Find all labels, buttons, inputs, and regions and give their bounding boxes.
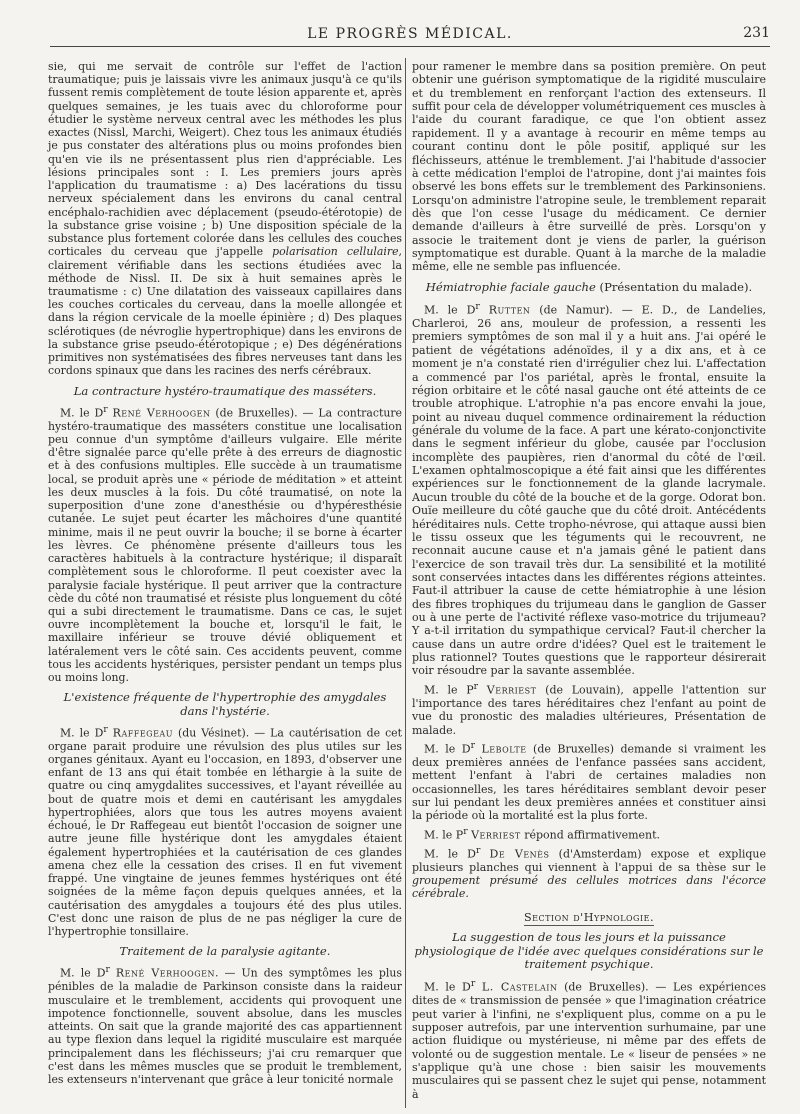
text: M. le D (424, 847, 476, 861)
paragraph (412, 825, 766, 842)
section-subtitle: La suggestion de tous les jours et la puissance physiologique de l'idée avec quelques considérations sur le traitement psychique. (414, 930, 764, 971)
section-subtitle: La contracture hystéro-traumatique des masséters. (73, 383, 377, 398)
page-number: 231 (743, 25, 770, 41)
text: M. le P (424, 828, 464, 842)
section-heading-text: Section d'Hypnologie. (523, 910, 655, 924)
section-heading (412, 911, 766, 924)
column-divider (405, 58, 406, 1108)
text: . — Un des symptômes les plus pénibles de la maladie de Parkinson consiste dans la raideur musculaire et le tremblement, accidents qui provoquent une impotence fonctionnelle, souvent absolue, dans les muscles atteints. On sait que la grande majorité des cas appartiennent au type flexion dans lequel la rigidité musculaire est marquée principalement dans les fléchisseurs; j'ai cru remarquer que c'est dans les mêmes muscles que se produit le tremblement, les extenseurs n'intervenant que grâce à leur tonicité normale (48, 967, 402, 1086)
text: M. le D (424, 303, 476, 317)
author-name: L. Castelain (481, 980, 558, 994)
section-subtitle: L'existence fréquente de l'hypertrophie des amygdales dans l'hystérie. (63, 690, 387, 718)
italic-term: groupement présumé des cellules motrices dans l'écorce cérébrale. (412, 874, 766, 901)
paragraph (48, 964, 402, 1086)
superscript: r (103, 404, 108, 415)
section-subtitle (412, 281, 766, 294)
author-name: Lebolte (481, 742, 527, 756)
text: M. le D (60, 967, 106, 981)
author-name: Verriest (486, 683, 537, 697)
paragraph (412, 300, 766, 678)
text: répond affirmativement. (520, 828, 661, 842)
author-name: René Verhoogen (115, 967, 215, 981)
superscript: r (105, 965, 110, 976)
text: , clairement vérifiable dans les sections étudiées avec la méthode de Nissl. II. De six à huit semaines après le traumatisme : c) Une dilatation des vaisseaux capillaires dans les couches corticales du cerveau, dans la moelle allongée et dans la région cervicale de la moelle épinière ; d) Des plaques sclérotiques (de névroglie hypertrophique) dans les environs de la substance grise pseudo-étérotopique ; e) Des dégénérations primitives non systématisées des fibres nerveuses tant dans les cordons spinaux que dans les racines des nerfs cérébraux. (48, 245, 402, 378)
text: (de Bruxelles). — La contracture hystéro-traumatique des masséters constitue une localisation peu connue d'un symptôme d'ailleurs vulgaire. Elle mérite d'être signalée parce qu'elle prête à des erreurs de diagnostic et à des confusions multiples. Elle succède à un traumatisme local, se produit après une « période de méditation » et atteint les deux muscles à la fois. Du côté traumatisé, on note la superposition d'une zone d'anesthésie ou d'hypéresthésie cutanée. Le sujet peut écarter les mâchoires d'une quantité minime, mais il ne peut ouvrir la bouche; il se borne à écarter les lèvres. Ce phénomène présente d'ailleurs tous les caractères habituels à la contracture hystérique; il disparaît complètement sous le chloroforme. Il peut coexister avec la paralysie faciale hystérique. Il peut arriver que la contracture cède du côté non traumatisé et résiste plus longuement du côté qui a subi directement le traumatisme. Dans ce cas, le sujet ouvre incomplètement la bouche et, lorsqu'il le fait, le maxillaire inférieur se trouve dévié obliquement et latéralement vers le côté sain. Ces accidents peuvent, comme tous les accidents hystériques, persister pendant un temps plus ou moins long. (48, 406, 402, 685)
left-column (48, 60, 402, 1088)
text: Hémiatrophie faciale gauche (425, 279, 596, 294)
journal-title: LE PROGRÈS MÉDICAL. (307, 26, 513, 42)
superscript: r (470, 739, 475, 751)
text: sie, qui me servait de contrôle sur l'effet de l'action traumatique; puis je laissais vivre les animaux jusqu'à ce qu'ils fussent remis complètement de toute lésion apparente et, après quelques semaines, je les tuais avec du chloroforme pour étudier le système nerveux central avec les méthodes les plus exactes (Nissl, Marchi, Weigert). Chez tous les animaux étudiés je pus constater des altérations plus ou moins profondes bien qu'en vie ils ne présentassent plus rien d'appréciable. Les lésions principales sont : I. Les premiers jours après l'application du traumatisme : a) Des lacérations du tissu nerveux spécialement dans les environs du canal central encéphalo-rachidien avec déplacement (pseudo-étérotopie) de la substance grise voisine ; b) Une disposition spéciale de la substance plus fortement colorée dans les cellules des couches corticales du cerveau que j'appelle (48, 60, 402, 259)
paragraph (48, 404, 402, 685)
superscript: r (473, 680, 479, 692)
text: M. le D (424, 980, 471, 994)
author-name: Raffegeau (112, 726, 173, 740)
paragraph: pour ramener le membre dans sa position première. On peut obtenir une guérison symptomatique de la rigidité musculaire et du tremblement en renforçant l'action des extenseurs. Il suffit pour cela de développer volumétriquement ces muscles à l'aide du courant faradique, ce que l'on obtient assez rapidement. Il y a avantage à recourir en même temps au courant continu dont le pôle positif, appliqué sur les fléchisseurs, atténue le tremblement. J'ai l'habitude d'associer à cette médication l'emploi de l'atropine, dont j'ai maintes fois observé les bons effets sur le tremblement des Parkinsoniens. Lorsqu'on administre l'atropine seule, le tremblement reparait dès que l'on cesse l'usage du médicament. Ce dernier demande d'ailleurs à être surveillé de près. Lorsqu'on y associe le traitement dont je viens de parler, la guérison symptomatique est durable. Quant à la marche de la maladie même, elle ne semble pas influencée. (412, 60, 766, 274)
text: (d'Amsterdam) expose et explique plusieurs planches qui viennent à l'appui de sa thèse sur le (412, 847, 766, 874)
author-name: De Venès (489, 847, 550, 861)
running-header (50, 22, 770, 47)
text: (Présentation du malade). (595, 279, 753, 294)
text: M. le D (60, 406, 104, 420)
section-subtitle: Traitement de la paralysie agitante. (119, 944, 331, 959)
text: (de Namur). — E. D., de Landelies, Charleroi, 26 ans, mouleur de profession, a ressenti les premiers symptômes de son mal il y a huit ans. J'ai opéré le patient de végétations adénoïdes, il y a dix ans, et à ce moment je n'a constaté rien d'irrégulier chez lui. L'affectation a commencé par l'os pariétal, après le frontal, ensuite la région orbitaire et le côté nasal gauche ont été atteints de ce trouble atrophique. L'atrophie n'a pas encore envahi la joue, point au niveau duquel commence ordinairement la réduction générale du volume de la face. A part une kérato-conjonctivite dans le segment inférieur du globe, causée par l'occlusion incomplète des paupières, rien d'anormal du côté de l'œil. L'examen ophtalmoscopique a été fait ainsi que les différentes expériences sur le fonctionnement de la glande lacrymale. Aucun trouble du côté de la bouche et de la gorge. Odorat bon. Ouïe meilleure du côté gauche que du côté droit. Antécédents héréditaires nuls. Cette tropho-névrose, qui attaque aussi bien le tissu osseux que les téguments qui le recouvrent, ne reconnait aucune cause et n'a jamais gêné le patient dans l'exercice de son travail très dur. La sensibilité et la motilité sont conservées intactes dans les différentes régions atteintes. Faut-il attribuer la cause de cette hémiatrophie à une lésion des fibres trophiques du trijumeau dans le ganglion de Gasser ou à une perte de l'activité réflexe vaso-motrice du trijumeau? Y a-t-il irritation du sympathique cervical? Faut-il chercher la cause dans un autre ordre d'idées? Quel est le traitement le plus rationnel? Toutes questions que le rapporteur désirerait voir résoudre par la savante assemblée. (412, 303, 766, 678)
text: M. le P (424, 683, 474, 697)
author-name: Rutten (488, 303, 531, 317)
paragraph (48, 724, 402, 938)
superscript: r (475, 301, 480, 313)
text: (de Bruxelles). — Les expériences dites de « transmission de pensée » que l'imagination créatrice peut varier à l'infini, ne s'expliquent plus, comme on a pu le supposer autrefois, par une intervention surhumaine, par une action fluidique ou mystérieuse, ni même par des effets de volonté ou de suggestion mentale. Le « liseur de pensées » ne s'applique qu'à une chose : bien saisir les mouvements musculaires qui se passent chez le sujet qui pense, notamment à (412, 980, 766, 1101)
paragraph (48, 60, 402, 378)
paragraph (412, 977, 766, 1101)
text: (du Vésinet). — La cautérisation de cet organe parait produire une révulsion des plus utiles sur les organes génitaux. Ayant eu l'occasion, en 1893, d'observer une enfant de 13 ans qui était tombée en léthargie à la suite de quatre ou cinq amygdalites successives, et l'ayant réveillée au bout de quatre mois et demi en cautérisant les amygdales hypertrophiées, alors que tous les autres moyens avaient échoué, le Dr Raffegeau eut bientôt l'occasion de soigner une autre jeune fille hystérique dont les amygdales étaient également hypertrophiées et la cautérisation de ces glandes amena chez elle la cessation des crises. Il en fut vivement frappé. Une vingtaine de jeunes femmes hystériques ont été soignées de la même façon depuis quelques années, et la cautérisation des amygdales a toujours été des plus utiles. C'est donc une raison de plus de ne pas négliger la cure de l'hypertrophie tonsillaire. (48, 726, 402, 939)
text: (de Bruxelles) demande si vraiment les deux premières années de l'enfance passées sans accident, mettent l'enfant à l'abri de certaines maladies non occasionnelles, les tares héréditaires semblant devoir peser sur lui pendant les deux premières années et constituer ainsi la période où la mortalité est la plus forte. (412, 742, 766, 823)
paragraph (412, 680, 766, 737)
text: (de Louvain), appelle l'attention sur l'importance des tares héréditaires chez l'enfant au point de vue du pronostic des maladies ultérieures, Présentation de malade. (412, 683, 766, 737)
right-column (412, 60, 766, 1103)
superscript: r (103, 724, 108, 735)
text: M. le D (60, 726, 104, 740)
text: M. le D (424, 742, 471, 756)
author-name: Verriest (471, 828, 521, 842)
paragraph (412, 844, 766, 901)
paragraph (412, 739, 766, 823)
author-name: René Verhoogen (112, 406, 211, 420)
superscript: r (475, 844, 481, 856)
superscript: r (470, 978, 476, 990)
superscript: r (463, 825, 468, 837)
italic-term: polarisation cellulaire (272, 245, 399, 259)
